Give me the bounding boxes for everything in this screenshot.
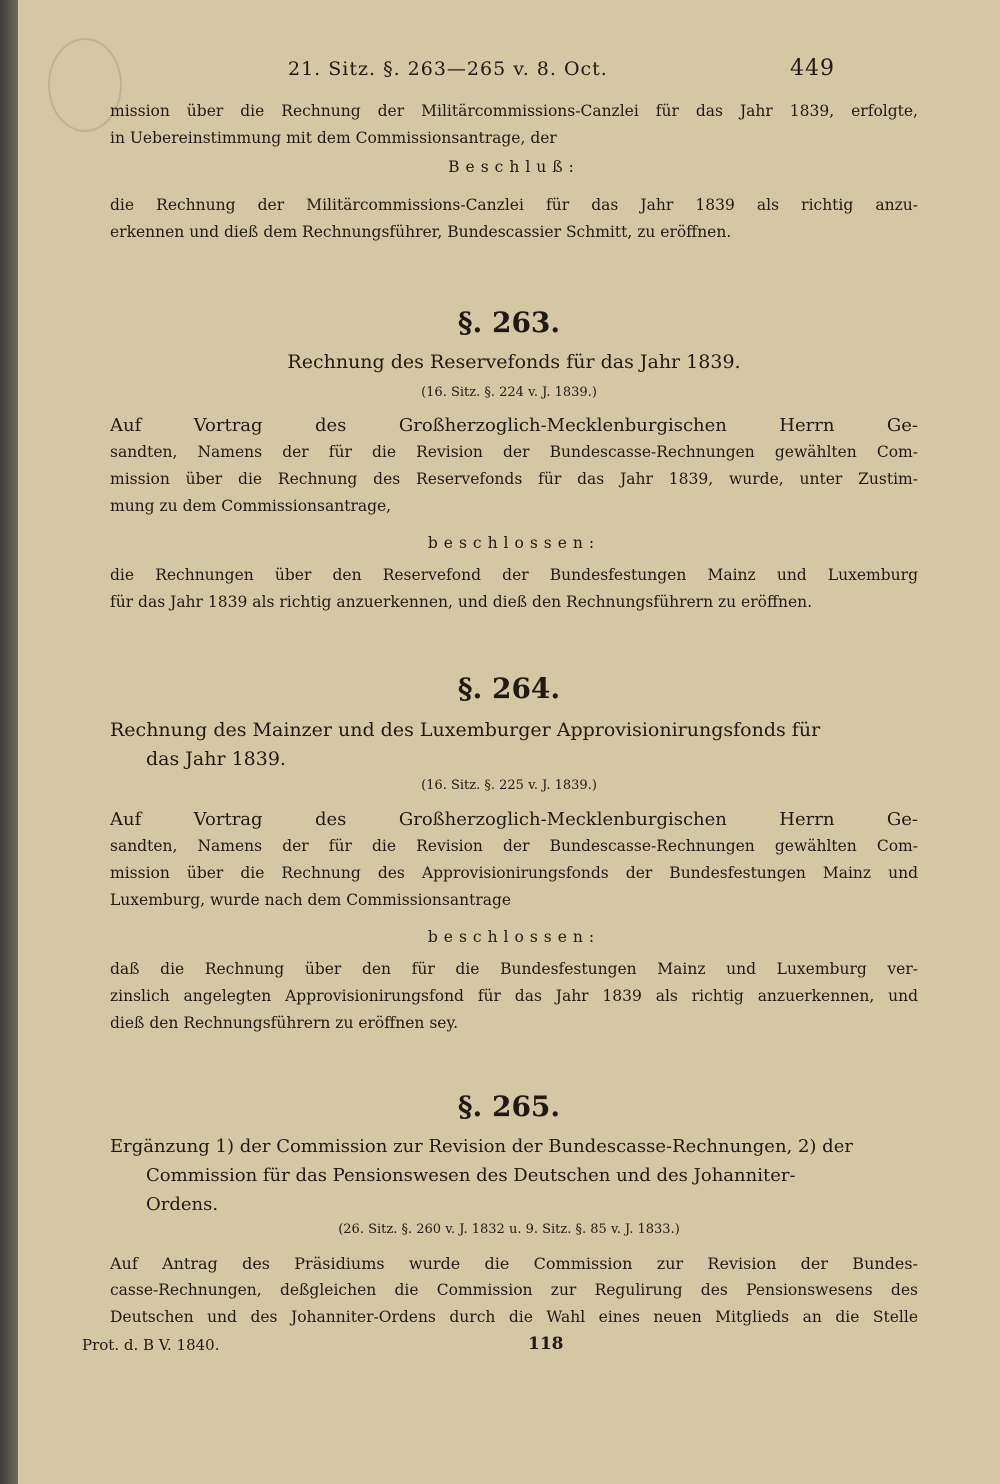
page-edge <box>0 0 18 1484</box>
section-reference: (16. Sitz. §. 224 v. J. 1839.) <box>421 385 597 400</box>
section-title <box>110 1132 918 1219</box>
text-line: sandten, Namens der für die Revision der Bundescasse-Rechnungen gewählten Com- <box>110 837 918 855</box>
section-resolution <box>110 562 918 616</box>
text-line: die Rechnungen über den Reservefond der Bundesfestungen Mainz und Luxemburg <box>110 566 918 584</box>
text-line: erkennen und dieß dem Rechnungsführer, Bundescassier Schmitt, zu eröffnen. <box>110 223 732 241</box>
text-line: Auf Vortrag des Großherzoglich-Mecklenburgischen Herrn Ge- <box>110 809 918 830</box>
text-line: die Rechnung der Militärcommissions-Canzlei für das Jahr 1839 als richtig anzu- <box>110 196 918 214</box>
section-title: Rechnung des Reservefonds für das Jahr 1839. <box>287 351 741 373</box>
resolution-heading: Beschluß: <box>448 158 580 176</box>
text-line: mission über die Rechnung des Approvisionirungsfonds der Bundesfestungen Mainz und <box>110 864 918 882</box>
intro-paragraph <box>110 98 918 152</box>
section-reference: (26. Sitz. §. 260 v. J. 1832 u. 9. Sitz. §. 85 v. J. 1833.) <box>338 1222 680 1237</box>
text-line: daß die Rechnung über den für die Bundesfestungen Mainz und Luxemburg ver- <box>110 960 918 978</box>
title-line: Commission für das Pensionswesen des Deutschen und des Johanniter- <box>146 1165 796 1186</box>
text-line: Deutschen und des Johanniter-Ordens durch die Wahl eines neuen Mitglieds an die Stelle <box>110 1308 918 1326</box>
section-reference: (16. Sitz. §. 225 v. J. 1839.) <box>421 778 597 793</box>
section-paragraph <box>110 412 918 520</box>
section-number: §. 263. <box>457 306 561 339</box>
text-line: sandten, Namens der für die Revision der Bundescasse-Rechnungen gewählten Com- <box>110 443 918 461</box>
section-number: §. 264. <box>457 672 561 705</box>
text-line: mung zu dem Commissionsantrage, <box>110 497 392 515</box>
title-line: Rechnung des Mainzer und des Luxemburger Approvisionirungsfonds für <box>110 719 821 741</box>
running-header <box>18 56 1000 86</box>
resolution-heading: beschlossen: <box>427 928 601 946</box>
text-line: casse-Rechnungen, deßgleichen die Commission zur Regulirung des Pensionswesens des <box>110 1281 918 1299</box>
protocol-label: Prot. d. B V. 1840. <box>82 1336 220 1354</box>
section-paragraph <box>110 1250 918 1331</box>
text-line: in Uebereinstimmung mit dem Commissionsantrage, der <box>110 129 557 147</box>
section-number: §. 265. <box>457 1090 561 1123</box>
section-paragraph <box>110 806 918 914</box>
resolution-heading: beschlossen: <box>427 534 601 552</box>
text-line: zinslich angelegten Approvisionirungsfond für das Jahr 1839 als richtig anzuerkennen, und <box>110 987 918 1005</box>
section-resolution <box>110 956 918 1037</box>
section-title <box>110 716 918 774</box>
text-line: Auf Antrag des Präsidiums wurde die Commission zur Revision der Bundes- <box>110 1254 918 1273</box>
text-line: mission über die Rechnung der Militärcommissions-Canzlei für das Jahr 1839, erfolgte, <box>110 102 918 120</box>
sheet-signature: 118 <box>528 1334 564 1354</box>
document-page <box>18 0 1000 1484</box>
text-line: Luxemburg, wurde nach dem Commissionsantrage <box>110 891 512 909</box>
text-line: Auf Vortrag des Großherzoglich-Mecklenburgischen Herrn Ge- <box>110 415 918 436</box>
text-line: dieß den Rechnungsführern zu eröffnen sey. <box>110 1014 459 1032</box>
text-line: mission über die Rechnung des Reservefonds für das Jahr 1839, wurde, unter Zustim- <box>110 470 918 488</box>
running-title: 21. Sitz. §. 263—265 v. 8. Oct. <box>288 58 608 80</box>
text-line: für das Jahr 1839 als richtig anzuerkennen, und dieß den Rechnungsführern zu eröffnen. <box>110 593 813 611</box>
title-line: das Jahr 1839. <box>146 748 286 770</box>
title-line: Ergänzung 1) der Commission zur Revision der Bundescasse-Rechnungen, 2) der <box>110 1136 853 1157</box>
page-number: 449 <box>790 56 835 81</box>
title-line: Ordens. <box>146 1194 219 1215</box>
intro-resolution <box>110 192 918 246</box>
